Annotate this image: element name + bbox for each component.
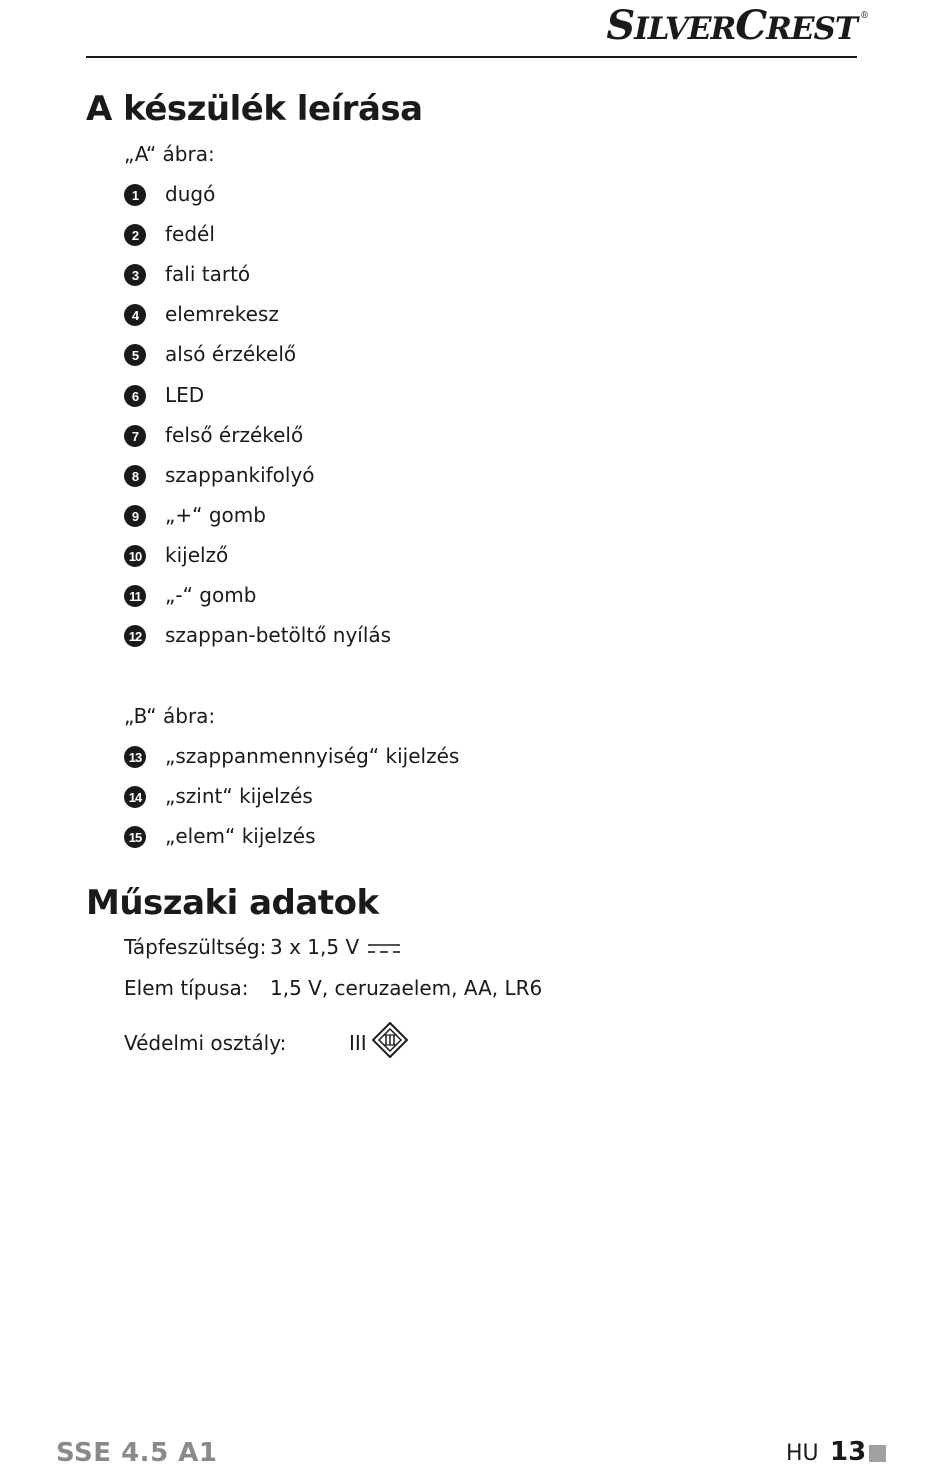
item-label: felső érzékelő — [165, 423, 304, 447]
item-label: szappan-betöltő nyílás — [165, 623, 392, 647]
figure-a-label: „A“ ábra: — [124, 142, 215, 166]
item-number-badge: 9 — [124, 505, 146, 527]
spec-value-protection: III — [349, 1031, 367, 1055]
direct-current-icon — [367, 943, 401, 955]
item-number-badge: 3 — [124, 264, 146, 286]
item-number-badge: 1 — [124, 184, 146, 206]
item-label: LED — [165, 383, 205, 407]
item-number-badge: 5 — [124, 344, 146, 366]
footer-square-marker — [869, 1445, 886, 1462]
item-label: „+“ gomb — [165, 503, 266, 527]
item-number-badge: 10 — [124, 545, 146, 567]
figure-b-label: „B“ ábra: — [124, 704, 216, 728]
item-number-badge: 12 — [124, 625, 146, 647]
item-label: fedél — [165, 222, 215, 246]
protection-class-iii-icon — [372, 1022, 408, 1058]
item-number-badge: 7 — [124, 425, 146, 447]
item-number-badge: 13 — [124, 746, 146, 768]
item-number-badge: 11 — [124, 585, 146, 607]
item-number-badge: 4 — [124, 304, 146, 326]
page-number: 13 — [830, 1437, 867, 1467]
footer-language: HU — [786, 1441, 819, 1466]
section-title-specs: Műszaki adatok — [86, 883, 379, 923]
brand-logo: SILVERCREST ® — [606, 2, 868, 49]
footer-model: SSE 4.5 A1 — [56, 1438, 218, 1468]
spec-value-battery: 1,5 V, ceruzaelem, AA, LR6 — [270, 976, 543, 1000]
item-number-badge: 2 — [124, 224, 146, 246]
item-number-badge: 15 — [124, 826, 146, 848]
spec-label-protection: Védelmi osztály: — [124, 1031, 287, 1055]
section-title-description: A készülék leírása — [86, 89, 423, 129]
spec-label-voltage: Tápfeszültség: — [124, 935, 267, 959]
header-rule — [86, 56, 857, 58]
item-label: szappankifolyó — [165, 463, 315, 487]
spec-value-voltage: 3 x 1,5 V — [270, 935, 401, 959]
item-number-badge: 14 — [124, 786, 146, 808]
item-number-badge: 6 — [124, 385, 146, 407]
item-label: fali tartó — [165, 262, 251, 286]
item-label: „szint“ kijelzés — [165, 784, 313, 808]
item-label: „-“ gomb — [165, 583, 257, 607]
item-label: alsó érzékelő — [165, 342, 297, 366]
item-label: dugó — [165, 182, 216, 206]
item-label: elemrekesz — [165, 302, 279, 326]
spec-label-battery: Elem típusa: — [124, 976, 249, 1000]
item-number-badge: 8 — [124, 465, 146, 487]
item-label: „szappanmennyiség“ kijelzés — [165, 744, 460, 768]
item-label: „elem“ kijelzés — [165, 824, 316, 848]
registered-mark: ® — [860, 11, 868, 21]
item-label: kijelző — [165, 543, 229, 567]
